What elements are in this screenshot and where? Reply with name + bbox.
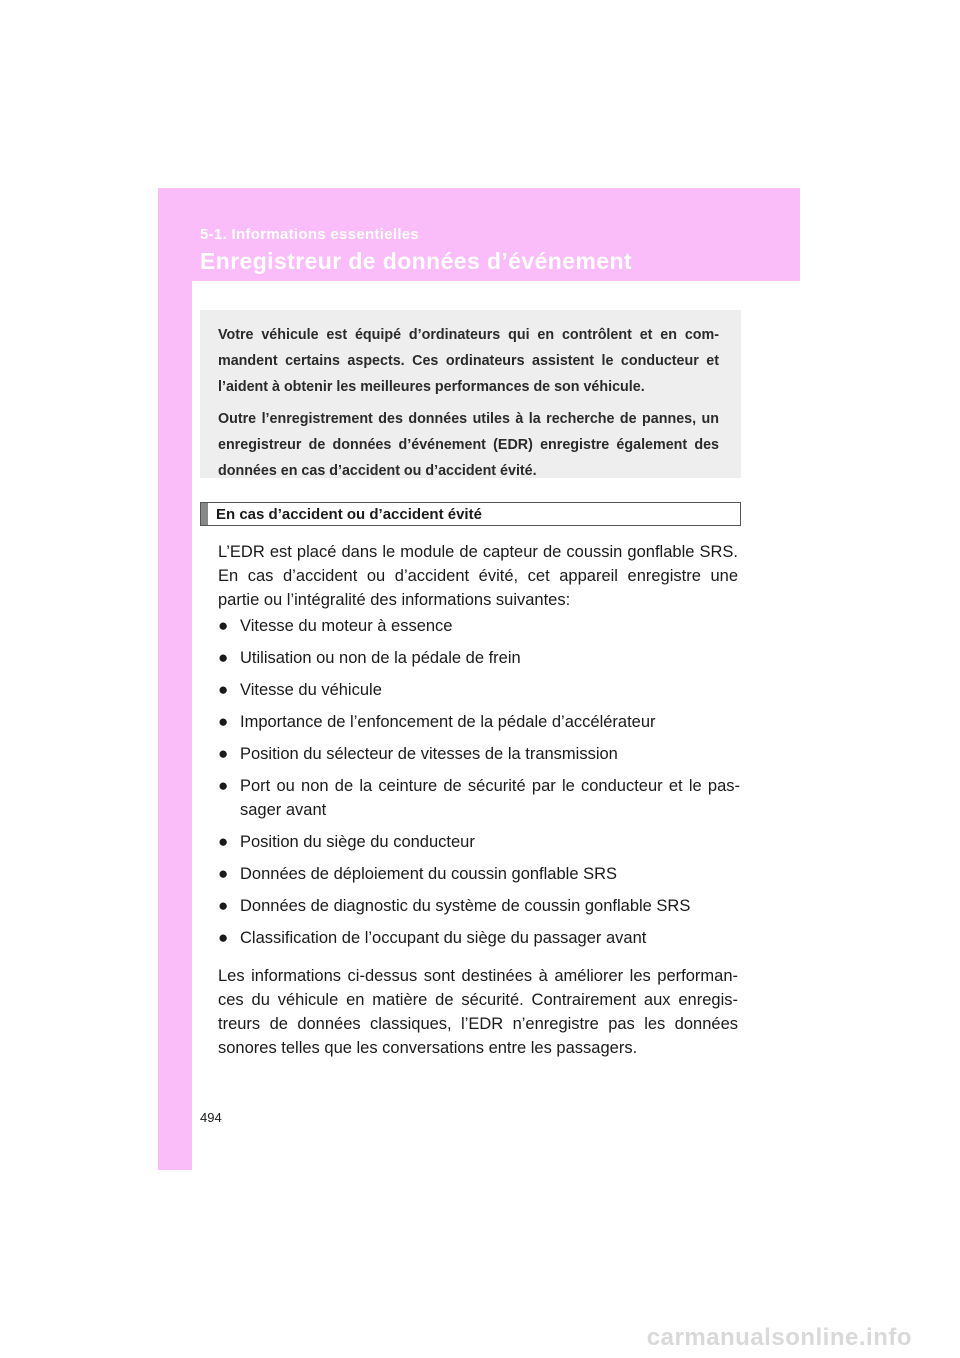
list-item-text: Classification de l’occupant du siège du passager avant bbox=[240, 929, 647, 947]
bullet-icon: ● bbox=[218, 648, 229, 667]
list-item bbox=[218, 614, 740, 638]
list-item bbox=[218, 646, 740, 670]
bullet-icon: ● bbox=[218, 744, 229, 763]
bullet-icon: ● bbox=[218, 896, 229, 915]
list-item-text: Position du sélecteur de vitesses de la transmission bbox=[240, 745, 618, 763]
bullet-icon: ● bbox=[218, 832, 229, 851]
list-item-text: Position du siège du conducteur bbox=[240, 833, 475, 851]
list-item-text: Importance de l’enfoncement de la pédale d’accélérateur bbox=[240, 713, 656, 731]
subsection-header-bar bbox=[201, 503, 208, 525]
list-item bbox=[218, 678, 740, 702]
watermark: carmanualsonline.info bbox=[646, 1324, 912, 1351]
subsection-header bbox=[200, 502, 741, 526]
list-item-text: Vitesse du moteur à essence bbox=[240, 617, 453, 635]
bullet-icon: ● bbox=[218, 680, 229, 699]
list-item bbox=[218, 774, 740, 822]
info-list bbox=[218, 614, 740, 958]
list-item-text: Utilisation ou non de la pédale de frein bbox=[240, 649, 521, 667]
bullet-icon: ● bbox=[218, 712, 229, 731]
list-item bbox=[218, 926, 740, 950]
intro-paragraph: Outre l’enregistrement des données utiles à la recherche de pannes, un enregistreur de données d’événement (EDR) enregistre également des données en cas d’accident ou d’accident évité. bbox=[218, 411, 719, 479]
list-item bbox=[218, 894, 740, 918]
bullet-icon: ● bbox=[218, 776, 229, 795]
section-label: 5-1. Informations essentielles bbox=[200, 226, 420, 243]
bullet-icon: ● bbox=[218, 928, 229, 947]
body-paragraph: Les informations ci-dessus sont destinées à améliorer les performances du véhicule en matière de sécurité. Contrairement aux enregistreurs de données classiques, l’EDR n’enregistre pas les données sonores telles que les conversations entre les passagers. bbox=[218, 967, 738, 1057]
list-item-text: Données de déploiement du coussin gonflable SRS bbox=[240, 865, 618, 883]
list-item bbox=[218, 710, 740, 734]
list-item bbox=[218, 830, 740, 854]
list-item-text: Données de diagnostic du système de coussin gonflable SRS bbox=[240, 897, 691, 915]
list-item-text: Vitesse du véhicule bbox=[240, 681, 382, 699]
body-paragraph: L’EDR est placé dans le module de capteur de coussin gonflable SRS. En cas d’accident ou d’accident évité, cet appareil enregistre une partie ou l’intégralité des informations suivantes: bbox=[218, 543, 738, 609]
side-color-strip bbox=[158, 188, 192, 1170]
list-item bbox=[218, 862, 740, 886]
subsection-title: En cas d’accident ou d’accident évité bbox=[216, 505, 482, 523]
bullet-icon: ● bbox=[218, 864, 229, 883]
list-item-text: Port ou non de la ceinture de sécurité par le conducteur et le passager avant bbox=[240, 777, 740, 819]
page-title: Enregistreur de données d’événement bbox=[200, 248, 632, 274]
intro-box bbox=[200, 310, 741, 478]
list-item bbox=[218, 742, 740, 766]
bullet-icon: ● bbox=[218, 616, 229, 635]
intro-paragraph: Votre véhicule est équipé d’ordinateurs qui en contrôlent et en commandent certains aspects. Ces ordinateurs assistent le conducteur et l’aident à obtenir les meilleures performances de son véhicule. bbox=[218, 327, 719, 395]
page-number: 494 bbox=[200, 1110, 222, 1125]
